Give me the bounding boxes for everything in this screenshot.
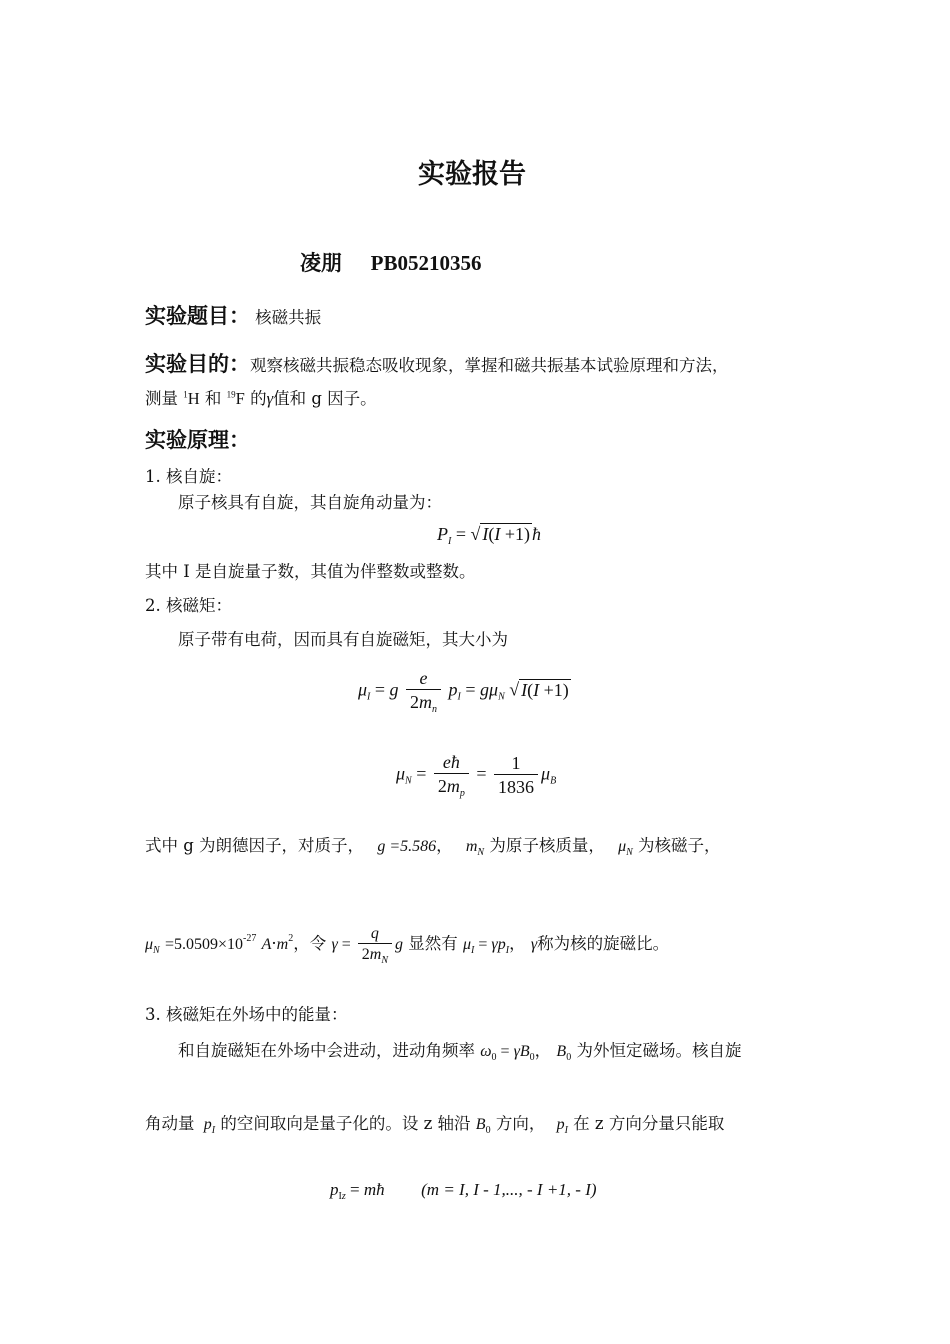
h-mass: 1	[183, 389, 188, 400]
text-a: 和自旋磁矩在外场中会进动，进动角频率	[178, 1041, 475, 1060]
text-a: 角动量	[145, 1114, 195, 1133]
f-mass: 19	[226, 389, 236, 400]
purpose-prefix: 测量	[145, 389, 178, 408]
purpose-label: 实验目的：	[145, 352, 250, 376]
purpose-text-1: 观察核磁共振稳态吸收现象，掌握和磁共振基本试验原理和方法，	[250, 356, 729, 375]
m-values: (m = I, I - 1,..., - I +1, - I)	[421, 1180, 597, 1199]
section-2-line-1: 式中 g 为朗德因子，对质子， g =5.586， $m_N$ 为原子核质量， $\mu_N$ 为核磁子，	[145, 836, 721, 858]
purpose-line-1	[145, 348, 729, 378]
section-3-line-2: 角动量 $p_I$ 的空间取向是量子化的。设 z 轴沿 $B_0$ 方向， $p_I$ 在 z 方向分量只能取	[145, 1114, 725, 1136]
principle-heading: 实验原理：	[145, 428, 250, 452]
text-b: 为原子核质量，	[489, 836, 605, 855]
text-c: 为核磁子，	[638, 836, 721, 855]
text-b: 为外恒定磁场。核自旋	[576, 1041, 742, 1060]
quantization-formula: $p_{Iz}$ = mħ (m = I, I - 1,..., - I +1, - I)	[330, 1180, 597, 1202]
section-2-text: 原子带有电荷，因而具有自旋磁矩，其大小为	[178, 630, 508, 649]
topic-line	[145, 300, 321, 330]
student-id: PB05210356	[370, 251, 482, 275]
purpose-mid: 的	[250, 389, 267, 408]
ling: ，令	[293, 934, 327, 954]
author-line	[300, 247, 481, 277]
gamma-symbol: γ	[266, 389, 274, 408]
chengwei: 称为核的旋磁比。	[537, 934, 670, 954]
section-1-title: 1. 核自旋：	[145, 467, 232, 486]
purpose-suffix: 值和 g 因子。	[273, 389, 377, 408]
mu-n-unit2-exp: 2	[288, 933, 294, 945]
mu-n-exp: -27	[243, 933, 257, 945]
text-c: 方向，	[495, 1114, 546, 1133]
text-d: 在 z 方向分量只能取	[573, 1114, 725, 1133]
purpose-line-2	[145, 385, 377, 409]
frac-one: 1	[511, 753, 521, 773]
spin-formula: $P_I$ = √ I(I +1) ħ	[437, 524, 542, 547]
section-1-text: 原子核具有自旋，其自旋角动量为：	[178, 493, 442, 512]
section-2-line-2: $\mu_N =5.0509\times 10^{-27}$ $A\cdot m^2$，令 γ = $\frac{q}{2m_N}$ g 显然有 $\mu_I = \gamma p_I$， γ称为核的旋磁比。	[145, 925, 670, 966]
topic-label: 实验题目：	[145, 304, 250, 328]
xianran: 显然有	[408, 934, 458, 954]
frac-1836: 1836	[494, 774, 538, 798]
mu-n-unit2: m	[276, 936, 289, 954]
section-1-note: 其中 I 是自旋量子数，其值为伴整数或整数。	[145, 562, 476, 581]
section-3-line-1: 和自旋磁矩在外场中会进动，进动角频率 $\omega_0 = \gamma B_0$， $B_0$ 为外恒定磁场。核自旋	[178, 1041, 742, 1063]
f-symbol: F	[235, 389, 245, 408]
section-3-title: 3. 核磁矩在外场中的能量：	[145, 1005, 348, 1024]
g-value: g =5.586	[377, 838, 437, 855]
mu-n-unit: A	[261, 936, 272, 954]
h-symbol: H	[187, 389, 200, 408]
topic-text: 核磁共振	[255, 308, 322, 327]
section-2-title: 2. 核磁矩：	[145, 596, 232, 615]
magnetic-moment-formula: $\mu_I = g$ $\frac{e}{2m_n}$ $p_I = g\mu_N$ √ I(I +1)	[358, 668, 569, 715]
text-b: 的空间取向是量子化的。设 z 轴沿	[220, 1114, 471, 1133]
author-name: 凌朋	[300, 251, 342, 275]
mu-n-value: =5.0509×10	[164, 936, 243, 954]
text-a: 式中 g 为朗德因子，对质子，	[145, 836, 365, 855]
page-title: 实验报告	[418, 159, 526, 190]
conj: 和	[204, 389, 222, 408]
nuclear-magneton-formula: $\mu_N$ = $\frac{eħ}{2m_p}$ = $\frac{1}{1836}$ $\mu_B$	[396, 752, 557, 799]
